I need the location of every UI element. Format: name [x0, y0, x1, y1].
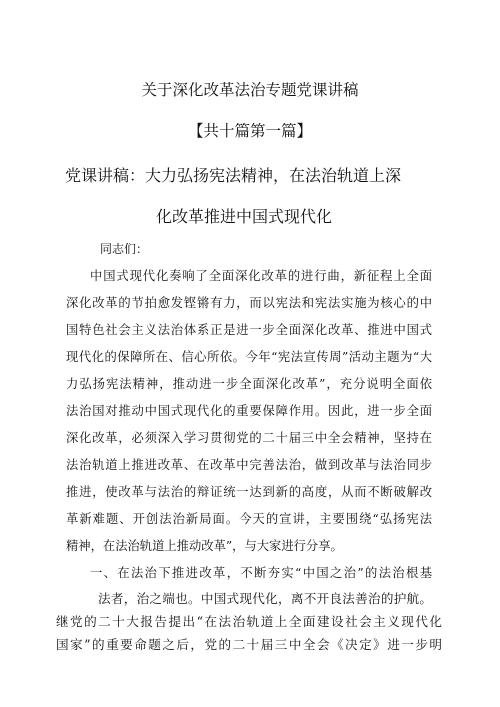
paragraph-line: 推进，使改革与法治的辩证统一达到新的高度，从而不断破解改	[66, 485, 432, 499]
paragraph-line: 继党的二十大报告提出“在法治轨道上全面建设社会主义现代化	[56, 614, 442, 629]
document-title: 关于深化改革法治专题党课讲稿	[141, 81, 359, 99]
document-series-label: 【共十篇第一篇】	[187, 122, 312, 140]
paragraph-line: 法者，治之端也。中国式现代化，离不开良法善治的护航。	[98, 591, 432, 606]
section-heading: 一、在法治下推进改革，不断夯实“中国之治”的法治根基	[90, 566, 432, 580]
paragraph-line: 深化改革的节拍愈发铿锵有力，而以宪法和宪法实施为核心的中	[66, 296, 432, 310]
greeting: 同志们：	[100, 242, 149, 256]
paragraph-line: 法治轨道上推进改革、在改革中完善法治，做到改革与法治同步	[66, 458, 432, 472]
paragraph-line: 国家”的重要命题之后，党的二十届三中全会《决定》进一步明	[56, 637, 442, 652]
paragraph-line: 革新难题、开创法治新局面。今天的宣讲，主要围绕“弘扬宪法	[66, 512, 432, 526]
document-subtitle-line-2: 化改革推进中国式现代化	[156, 207, 333, 226]
paragraph-line: 法治国对推动中国式现代化的重要保障作用。因此，进一步全面	[66, 404, 432, 418]
paragraph-line: 深化改革，必须深入学习贯彻党的二十届三中全会精神，坚持在	[66, 431, 432, 445]
paragraph-line: 精神，在法治轨道上推动改革”，与大家进行分享。	[66, 539, 343, 553]
paragraph-line: 中国式现代化奏响了全面深化改革的进行曲，新征程上全面	[90, 269, 432, 283]
paragraph-line: 力弘扬宪法精神，推动进一步全面深化改革”，充分说明全面依	[66, 377, 432, 391]
paragraph-line: 现代化的保障所在、信心所依。今年“宪法宣传周”活动主题为“大	[66, 350, 432, 364]
document-subtitle-line-1: 党课讲稿：大力弘扬宪法精神，在法治轨道上深	[65, 166, 402, 185]
paragraph-line: 国特色社会主义法治体系正是进一步全面深化改革、推进中国式	[66, 323, 432, 337]
